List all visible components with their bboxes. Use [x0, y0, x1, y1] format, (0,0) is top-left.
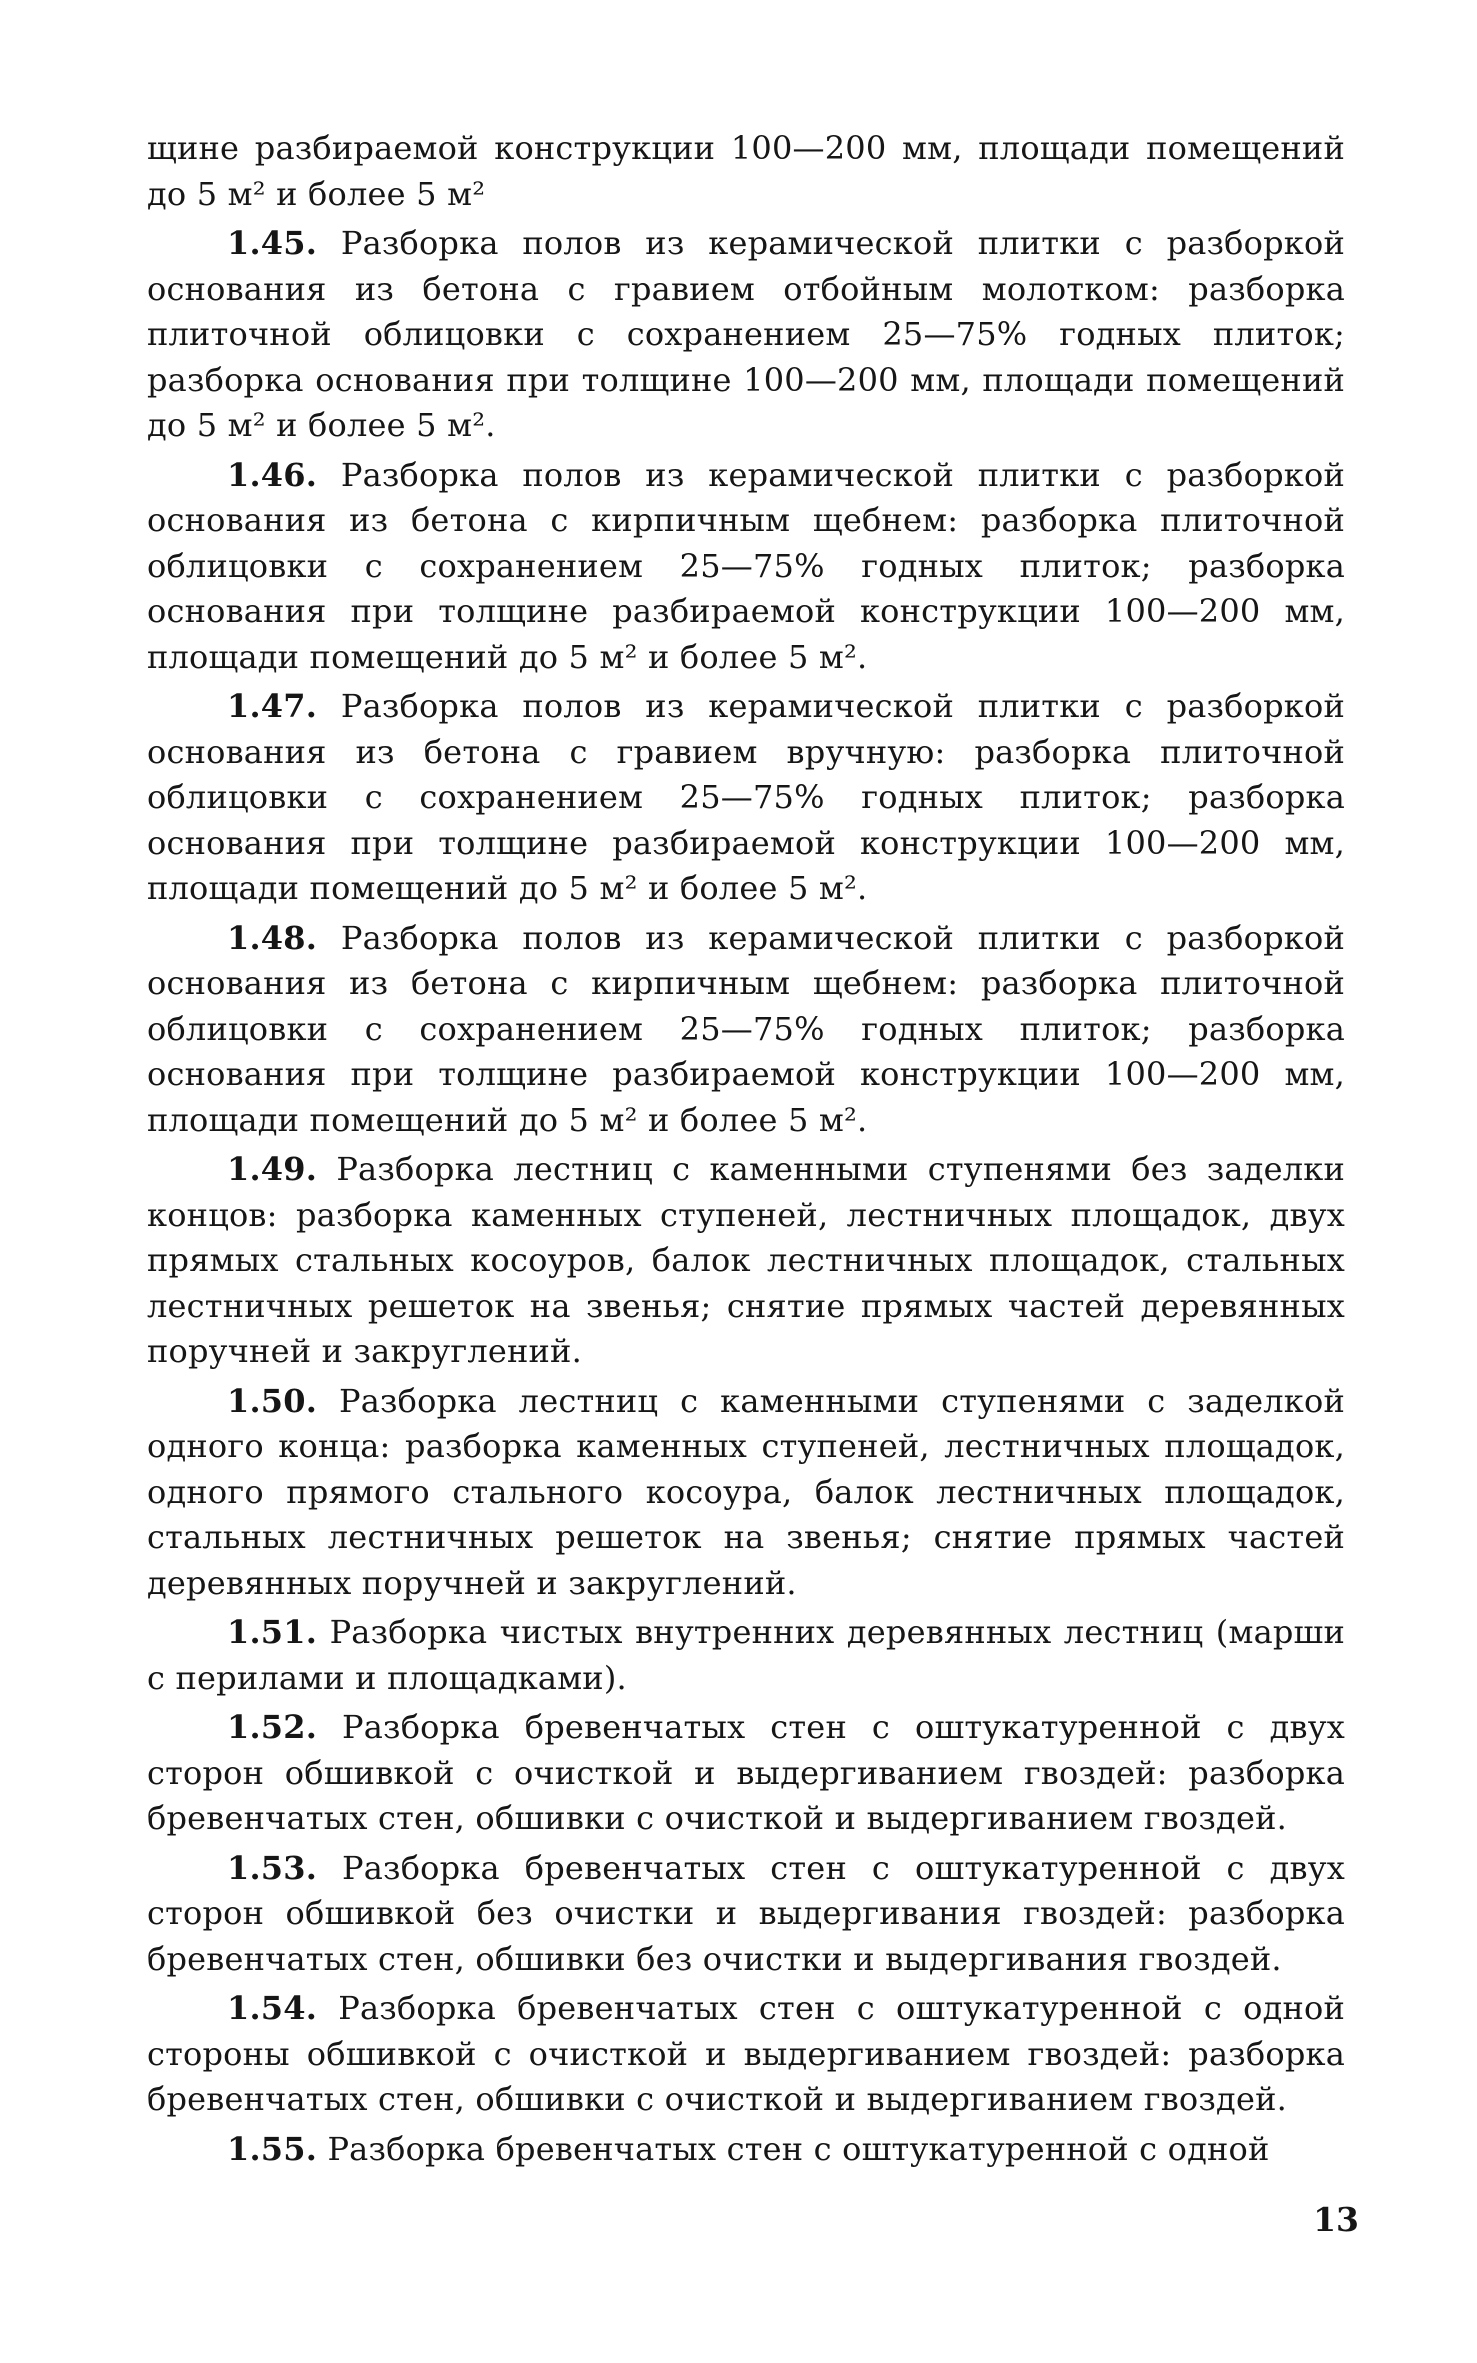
item-text: Разборка лестниц с каменными ступенями с заделкой одного конца: разборка каменных ступеней, лестничных площадок, одного прямого стального косоура, балок лестничных площадок, стальных лестничных решеток на звенья; снятие прямых частей деревянных поручней и закруглений. [147, 1381, 1345, 1602]
item-1-51 [147, 1610, 1345, 1701]
item-text: Разборка бревенчатых стен с оштукатуренной с одной [327, 2129, 1270, 2168]
item-number: 1.45. [227, 224, 318, 262]
item-number: 1.53. [227, 1848, 318, 1887]
item-1-49 [147, 1147, 1345, 1375]
item-number: 1.51. [227, 1613, 318, 1651]
item-1-54 [147, 1986, 1345, 2123]
item-number: 1.50. [227, 1381, 318, 1420]
item-1-53 [147, 1846, 1345, 1983]
item-1-52 [147, 1705, 1345, 1842]
item-number: 1.46. [227, 455, 318, 494]
item-text: Разборка бревенчатых стен с оштукатуренной с одной стороны обшивкой с очисткой и выдергиванием гвоздей: разборка бревенчатых стен, обшивки с очисткой и выдергиванием гвоздей. [147, 1989, 1345, 2118]
page-body [147, 126, 1345, 2172]
item-text: Разборка полов из керамической плитки с разборкой основания из бетона с гравием отбойным молотком: разборка плиточной облицовки с сохранением 25—75% годных плиток; разборка основания при толщине 100—200 мм, площади помещений до 5 м² и более 5 м². [147, 224, 1345, 444]
item-number: 1.52. [227, 1708, 318, 1746]
item-text: Разборка бревенчатых стен с оштукатуренной с двух сторон обшивкой с очисткой и выдергиванием гвоздей: разборка бревенчатых стен, обшивки с очисткой и выдергиванием гвоздей. [147, 1708, 1345, 1837]
item-1-55 [147, 2127, 1345, 2173]
item-number: 1.48. [227, 918, 318, 957]
item-1-46 [147, 453, 1345, 681]
item-1-48 [147, 916, 1345, 1144]
item-text: Разборка полов из керамической плитки с разборкой основания из бетона с кирпичным щебнем: разборка плиточной облицовки с сохранением 25—75% годных плиток; разборка основания при толщине разбираемой конструкции 100—200 мм, площади помещений до 5 м² и более 5 м². [147, 918, 1345, 1139]
intro-paragraph: щине разбираемой конструкции 100—200 мм, площади помещений до 5 м² и более 5 м² [147, 129, 1345, 213]
item-1-47 [147, 684, 1345, 912]
item-number: 1.54. [227, 1989, 318, 2027]
item-1-45 [147, 221, 1345, 449]
item-1-50 [147, 1379, 1345, 1607]
item-text: Разборка бревенчатых стен с оштукатуренной с двух сторон обшивкой без очистки и выдергивания гвоздей: разборка бревенчатых стен, обшивки без очистки и выдергивания гвоздей. [147, 1848, 1345, 1978]
item-number: 1.55. [227, 2129, 318, 2168]
item-number: 1.49. [227, 1150, 318, 1188]
item-number: 1.47. [227, 687, 318, 725]
item-text: Разборка полов из керамической плитки с разборкой основания из бетона с кирпичным щебнем: разборка плиточной облицовки с сохранением 25—75% годных плиток; разборка основания при толщине разбираемой конструкции 100—200 мм, площади помещений до 5 м² и более 5 м². [147, 455, 1345, 676]
item-text: Разборка лестниц с каменными ступенями без заделки концов: разборка каменных ступеней, лестничных площадок, двух прямых стальных косоуров, балок лестничных площадок, стальных лестничных решеток на звенья; снятие прямых частей деревянных поручней и закруглений. [147, 1150, 1345, 1370]
item-text: Разборка чистых внутренних деревянных лестниц (марши с перилами и площадками). [147, 1613, 1346, 1697]
item-text: Разборка полов из керамической плитки с разборкой основания из бетона с гравием вручную: разборка плиточной облицовки с сохранением 25—75% годных плиток; разборка основания при толщине разбираемой конструкции 100—200 мм, площади помещений до 5 м² и более 5 м². [147, 687, 1345, 907]
page-number: 13 [1313, 2200, 1359, 2239]
